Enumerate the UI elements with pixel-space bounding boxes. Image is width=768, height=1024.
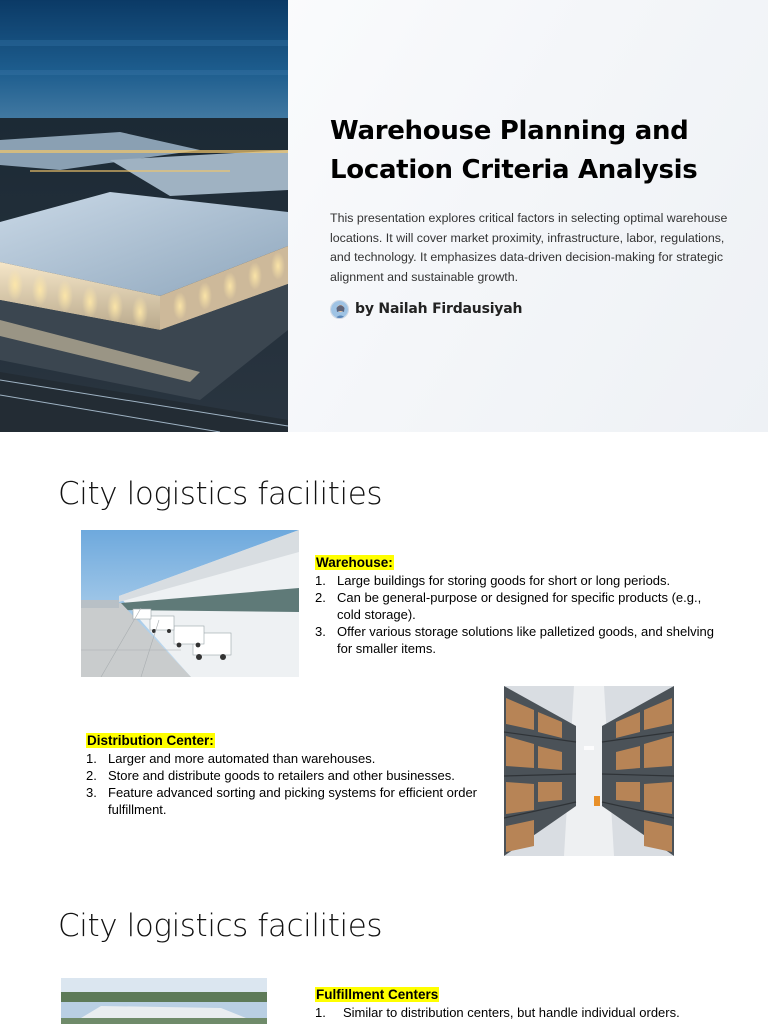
title-line-1: Warehouse Planning and bbox=[330, 116, 689, 146]
warehouse-list bbox=[315, 572, 715, 657]
author-name: by Nailah Firdausiyah bbox=[355, 301, 523, 317]
title-line-2: Location Criteria Analysis bbox=[330, 155, 698, 185]
illuminated-warehouse-aerial-photo bbox=[0, 0, 288, 432]
presentation-title bbox=[330, 112, 730, 190]
list-item bbox=[315, 1004, 745, 1021]
warehouse-definition bbox=[315, 554, 715, 657]
list-number: 3. bbox=[86, 785, 97, 800]
distribution-center-definition bbox=[86, 732, 486, 818]
city-logistics-slide-1 bbox=[0, 432, 768, 864]
list-number: 3. bbox=[315, 624, 326, 639]
fulfillment-center-list bbox=[315, 1004, 745, 1021]
author-byline bbox=[330, 298, 522, 320]
list-number: 1. bbox=[86, 751, 97, 766]
list-text: Feature advanced sorting and picking systems for efficient order fulfillment. bbox=[108, 785, 478, 817]
warehouse-loading-docks-photo bbox=[81, 530, 299, 677]
city-logistics-slide-2 bbox=[0, 864, 768, 1024]
list-text: Store and distribute goods to retailers and other businesses. bbox=[108, 768, 455, 783]
fulfillment-center-definition bbox=[315, 986, 745, 1021]
slide-heading: City logistics facilities bbox=[58, 476, 383, 512]
list-number: 2. bbox=[315, 590, 326, 605]
list-text: Large buildings for storing goods for short or long periods. bbox=[337, 573, 671, 588]
list-number: 1. bbox=[315, 1005, 326, 1020]
list-number: 1. bbox=[315, 573, 326, 588]
fulfillment-center-label: Fulfillment Centers bbox=[316, 987, 439, 1002]
fulfillment-center-aerial-photo bbox=[61, 978, 267, 1024]
list-item bbox=[86, 767, 486, 784]
list-item bbox=[86, 784, 486, 818]
distribution-center-list bbox=[86, 750, 486, 818]
list-item bbox=[315, 623, 715, 657]
list-text: Larger and more automated than warehouses. bbox=[108, 751, 376, 766]
slide-heading: City logistics facilities bbox=[58, 908, 383, 944]
list-item bbox=[86, 750, 486, 767]
distribution-center-label: Distribution Center: bbox=[87, 733, 214, 748]
list-number: 2. bbox=[86, 768, 97, 783]
warehouse-label: Warehouse: bbox=[316, 555, 393, 570]
list-item bbox=[315, 589, 715, 623]
list-text: Similar to distribution centers, but handle individual orders. bbox=[343, 1005, 680, 1020]
list-item bbox=[315, 572, 715, 589]
list-text: Offer various storage solutions like palletized goods, and shelving for smaller items. bbox=[337, 624, 714, 656]
presentation-description: This presentation explores critical factors in selecting optimal warehouse locations. It will cover market proximity, infrastructure, labor, regulations, and technology. It emphasizes data-driven decision-making for strategic alignment and sustainable growth. bbox=[330, 211, 728, 284]
list-text: Can be general-purpose or designed for specific products (e.g., cold storage). bbox=[337, 590, 702, 622]
warehouse-shelving-aisle-photo bbox=[504, 686, 674, 856]
title-slide bbox=[0, 0, 768, 432]
author-avatar bbox=[330, 300, 349, 319]
